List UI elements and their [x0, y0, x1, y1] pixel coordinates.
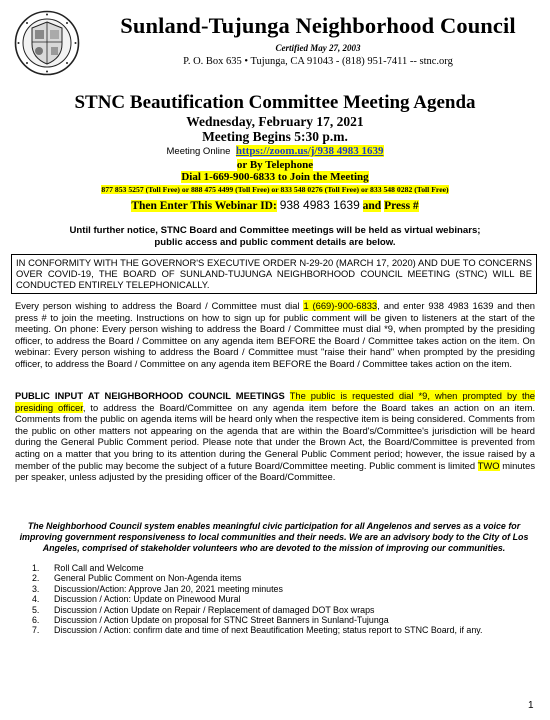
- city-seal-logo: [14, 10, 80, 76]
- agenda-item-number: 4.: [32, 594, 40, 605]
- comment-instructions-lead: Every person wishing to address the Board / Committee must dial: [15, 300, 300, 311]
- comment-limit: TWO: [477, 459, 500, 471]
- org-address: P. O. Box 635 • Tujunga, CA 91043 - (818) 951-7411 -- stnc.org: [183, 56, 453, 67]
- comment-instructions-body: , and enter 938 4983 1639 and then press # to join the meeting. Instructions on how to sign up for public comment will be given to listeners at the start of the meeting. On phone: Every person wishing to address the Board / Committee must dial *9, when prompted by the presiding officer, to address the Board / Committee on any agenda item BEFORE the Board / Committee takes action on the item. On webinar: Every person wishing to address the Board / Committee must "raise their hand" when prompted by the presiding officer, to address the Board / Committee on any agenda item BEFORE the Board / Committee takes action on the item.: [15, 300, 536, 369]
- agenda-item-number: 5.: [32, 604, 40, 615]
- page-number: 1: [528, 700, 534, 711]
- agenda-item-number: 2.: [32, 573, 40, 584]
- mission-statement: The Neighborhood Council system enables meaningful civic participation for all Angelenos and serves as a voice for improving government responsiveness to local communities and their needs. We are an advisory body to the City of Los Angeles, comprised of stakeholder volunteers who are devoted to the mission of improving our communities.: [19, 521, 529, 553]
- agenda-item-text: Discussion / Action Update on Repair / Replacement of damaged DOT Box wraps: [54, 604, 375, 615]
- agenda-item-number: 3.: [32, 583, 40, 594]
- webinar-press: Press #: [384, 200, 419, 212]
- comment-instructions: [15, 300, 535, 370]
- agenda-item: [32, 605, 542, 615]
- webinar-line: [10, 198, 540, 212]
- by-telephone-line: [10, 159, 540, 171]
- meeting-online-label: Meeting Online: [166, 146, 231, 157]
- agenda-title: STNC Beautification Committee Meeting Agenda: [74, 92, 476, 113]
- toll-free-line: [10, 185, 540, 194]
- agenda-item: [32, 615, 542, 625]
- public-input-body-2: minutes per speaker, unless adjusted by the presiding officer of the Board/Committee.: [15, 459, 536, 483]
- executive-order-box: IN CONFORMITY WITH THE GOVERNOR'S EXECUTIVE ORDER N-29-20 (MARCH 17, 2020) AND DUE TO CONCERNS OVER COVID-19, THE BOARD OF SUNLAND-TUJUNGA NEIGHBORHOOD COUNCIL MEETING (STNC) WILL BE CONDUCTED ENTIRELY TELEPHONICALLY.: [11, 254, 537, 294]
- agenda-item: [32, 594, 542, 604]
- certified-date: Certified May 27, 2003: [275, 43, 361, 53]
- agenda-items-list: [32, 563, 542, 636]
- webinar-and: and: [362, 200, 382, 212]
- notice-line-2: public access and public comment details are below.: [154, 237, 396, 248]
- agenda-item-text: Discussion/Action: Approve Jan 20, 2021 meeting minutes: [54, 583, 283, 594]
- notice-line-1: Until further notice, STNC Board and Committee meetings will be held as virtual webinars;: [69, 225, 481, 236]
- agenda-item: [32, 563, 542, 573]
- agenda-item-number: 6.: [32, 615, 40, 626]
- public-input-heading: PUBLIC INPUT AT NEIGHBORHOOD COUNCIL MEETINGS: [15, 390, 285, 401]
- agenda-item-text: Discussion / Action: confirm date and time of next Beautification Meeting; status report to STNC Board, if any.: [54, 625, 483, 636]
- toll-free-numbers: 877 853 5257 (Toll Free) or 888 475 4499 (Toll Free) or 833 548 0276 (Toll Free) or 833 548 0282 (Toll Free): [101, 185, 449, 194]
- dial-number-text: Dial 1-669-900-6833 to Join the Meeting: [181, 171, 369, 183]
- meeting-date: Wednesday, February 17, 2021: [186, 114, 364, 129]
- public-input-body-1: , to address the Board/Committee on any agenda item before the Board takes an action on an item. Comments from the public on agenda items will be heard only when the respective item is being considered. Comments from the public on other matters not appearing on the agenda that are within the Board's/Committee's jurisdiction will be heard during the General Public Comment period. Please note that under the Brown Act, the Board/Committee is prevented from acting on a matter that you bring to its attention during the General Public Comment period; however, the issue raised by a member of the public may become the subject of a future Board/Committee meeting. Public comment is limited: [15, 401, 535, 471]
- dial-line: [10, 171, 540, 183]
- agenda-item: [32, 573, 542, 583]
- zoom-link[interactable]: https://zoom.us/j/938 4983 1639: [235, 145, 384, 157]
- agenda-item: [32, 625, 542, 635]
- agenda-item-number: 7.: [32, 625, 40, 636]
- webinar-id: 938 4983 1639: [279, 198, 360, 212]
- agenda-item-number: 1.: [32, 563, 40, 573]
- agenda-item-text: Discussion / Action: Update on Pinewood Mural: [54, 594, 241, 605]
- org-name: Sunland-Tujunga Neighborhood Council: [120, 13, 516, 38]
- meeting-start-time: Meeting Begins 5:30 p.m.: [202, 129, 348, 144]
- agenda-item-text: Discussion / Action Update on proposal for STNC Street Banners in Sunland-Tujunga: [54, 615, 389, 626]
- virtual-meeting-notice: [10, 225, 540, 249]
- meeting-online-line: [10, 145, 540, 157]
- phone-number: 1 (669)-900-6833: [303, 300, 378, 311]
- agenda-item: [32, 584, 542, 594]
- by-telephone-text: or By Telephone: [236, 159, 314, 171]
- agenda-item-text: Roll Call and Welcome: [54, 563, 144, 573]
- public-input-section: [15, 390, 535, 483]
- webinar-prefix: Then Enter This Webinar ID:: [131, 200, 277, 212]
- public-input-highlight: The public is requested dial *9, when prompted by the presiding officer: [15, 390, 535, 413]
- agenda-item-text: General Public Comment on Non-Agenda items: [54, 573, 242, 584]
